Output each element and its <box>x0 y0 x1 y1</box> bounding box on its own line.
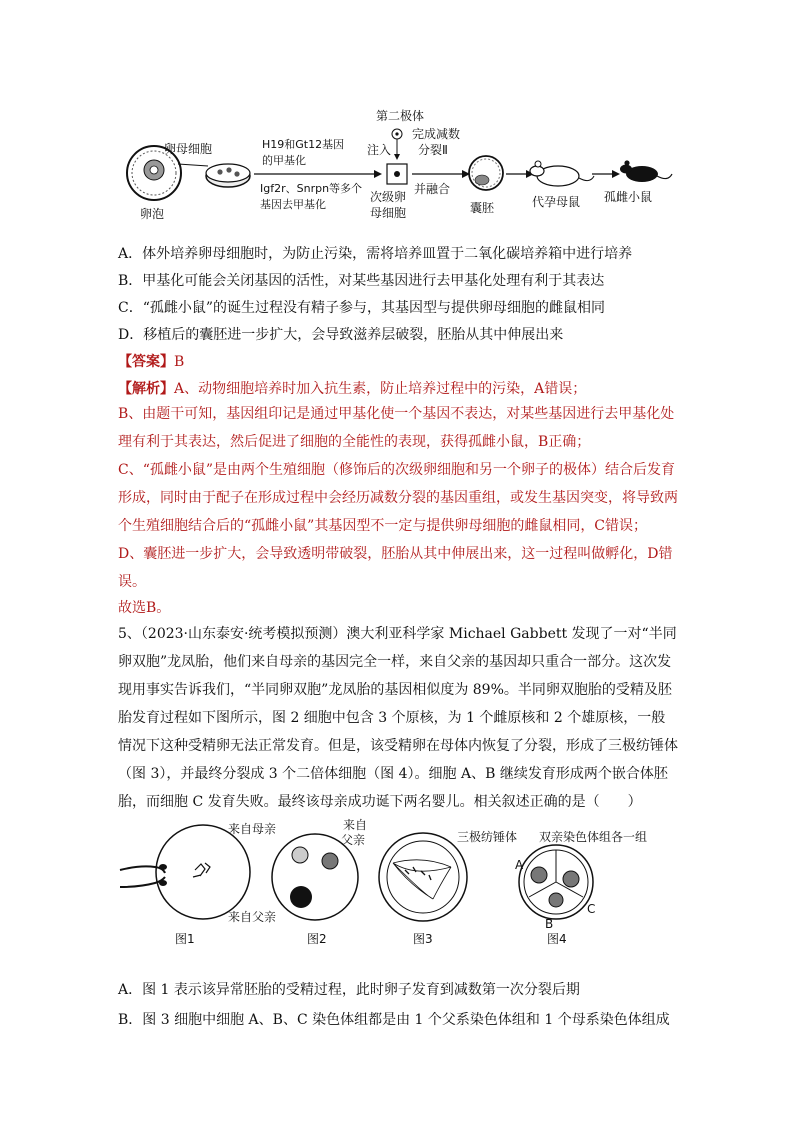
analysis-b: B、由题干可知，基因组印记是通过甲基化使一个基因不表达，对某些基因进行去甲基化处理有利于其表达，然后促进了细胞的全能性的表现，获得孤雌小鼠，B正确； <box>118 406 675 450</box>
follicle-label: 卵泡 <box>140 207 165 221</box>
demethylation-label-2: 基因去甲基化 <box>260 198 326 211</box>
q4-option-b: B．甲基化可能会关闭基因的活性，对某些基因进行去甲基化处理有利于其表达 <box>118 273 605 289</box>
analysis-tag: 【解析】 <box>118 381 174 397</box>
q4-option-d: D．移植后的囊胚进一步扩大，会导致滋养层破裂，胚胎从其中伸展出来 <box>118 327 564 343</box>
from-father-bottom-label: 来自父亲 <box>228 910 277 924</box>
cell-a-label: A <box>515 858 524 872</box>
conclusion: 故选B。 <box>118 600 171 616</box>
cell-c-label: C <box>587 902 596 916</box>
blastocyst-drawing <box>469 156 503 190</box>
fig1-fertilization-drawing <box>120 825 250 919</box>
from-mother-label: 来自母亲 <box>228 822 277 836</box>
from-father-label-2: 父亲 <box>341 833 366 847</box>
fuse-label: 并融合 <box>414 182 451 196</box>
offspring-mouse-drawing <box>620 160 672 182</box>
methylation-label-1: H19和Gt12基因 <box>262 138 345 151</box>
surrogate-mouse-drawing <box>530 161 594 186</box>
q4-option-c: C．“孤雌小鼠”的诞生过程没有精子参与，其基因型与提供卵母细胞的雌鼠相同 <box>118 300 606 316</box>
demethylation-label-1: Igf2r、Snrpn等多个 <box>260 182 363 195</box>
methylation-label-2: 的甲基化 <box>262 154 306 167</box>
secondary-oocyte-drawing <box>387 164 407 184</box>
embryo-process-figure <box>120 100 680 230</box>
cell-b-label: B <box>545 917 554 931</box>
fig2-caption: 图2 <box>307 932 327 946</box>
from-father-label-1: 来自 <box>343 818 368 832</box>
fertilization-figure <box>115 815 685 950</box>
paternal-each-label: 双亲染色体组各一组 <box>539 830 648 844</box>
secondary-oocyte-label-2: 母细胞 <box>370 206 407 220</box>
fig4-three-cells-drawing <box>519 845 596 919</box>
answer-tag: 【答案】 <box>118 354 174 370</box>
culture-dish-drawing <box>206 164 250 187</box>
analysis-a-line <box>118 379 586 399</box>
answer-value: B <box>174 354 185 370</box>
q4-option-a: A．体外培养卵母细胞时，为防止污染，需将培养皿置于二氧化碳培养箱中进行培养 <box>118 246 633 262</box>
complete-meiosis-label-2: 分裂Ⅱ <box>418 143 448 157</box>
secondary-oocyte-label-1: 次级卵 <box>370 190 407 204</box>
offspring-mouse-label: 孤雌小鼠 <box>604 190 653 204</box>
answer-line <box>118 352 184 372</box>
q5-stem: 5、（2023·山东泰安·统考模拟预测）澳大利亚科学家 Michael Gabbett 发现了一对“半同卵双胞”龙凤胎，他们来自母亲的基因完全一样，来自父亲的基因却只重合一部分。这次发现用事实告诉我们，“半同卵双胞”龙凤胎的基因相似度为 89%。半同卵双胞胎的受精及胚胎发育过程如下图所示，图 2 细胞中包含 3 个原核，为 1 个雌原核和 2 个雄原核，一般情况下这种受精卵无法正常发育。但是，该受精卵在母体内恢复了分裂，形成了三极纺锤体（图 3），并最终分裂成 3 个二倍体细胞（图 4）。细胞 A、B 继续发育形成两个嵌合体胚胎，而细胞 C 发育失败。最终该母亲成功诞下两名婴儿。相关叙述正确的是（ ） <box>118 626 678 810</box>
complete-meiosis-label-1: 完成减数 <box>412 127 461 141</box>
analysis-a: A、动物细胞培养时加入抗生素，防止培养过程中的污染，A错误； <box>174 381 587 397</box>
fig1-caption: 图1 <box>175 932 195 946</box>
tripolar-spindle-label: 三极纺锤体 <box>457 830 518 844</box>
blastocyst-label: 囊胚 <box>470 201 495 215</box>
analysis-d: D、囊胚进一步扩大，会导致透明带破裂，胚胎从其中伸展出来，这一过程叫做孵化，D错误。 <box>118 546 673 590</box>
fig3-caption: 图3 <box>413 932 433 946</box>
surrogate-mouse-label: 代孕母鼠 <box>532 195 581 209</box>
q5-option-b: B．图 3 细胞中细胞 A、B、C 染色体组都是由 1 个父系染色体组和 1 个母系染色体组成 <box>118 1012 670 1028</box>
analysis-c: C、“孤雌小鼠”是由两个生殖细胞（修饰后的次级卵细胞和另一个卵子的极体）结合后发育形成，同时由于配子在形成过程中会经历减数分裂的基因重组，或发生基因突变，将导致两个生殖细胞结合后的“孤雌小鼠”其基因型不一定与提供卵母细胞的雌鼠相同，C错误； <box>118 462 678 534</box>
fig4-caption: 图4 <box>547 932 567 946</box>
fig3-tripolar-spindle-drawing <box>379 833 467 921</box>
inject-label: 注入 <box>367 143 392 157</box>
second-polar-body-label: 第二极体 <box>376 109 425 123</box>
oocyte-label: 卵母细胞 <box>164 142 213 156</box>
q5-option-a: A．图 1 表示该异常胚胎的受精过程，此时卵子发育到减数第一次分裂后期 <box>118 982 580 998</box>
